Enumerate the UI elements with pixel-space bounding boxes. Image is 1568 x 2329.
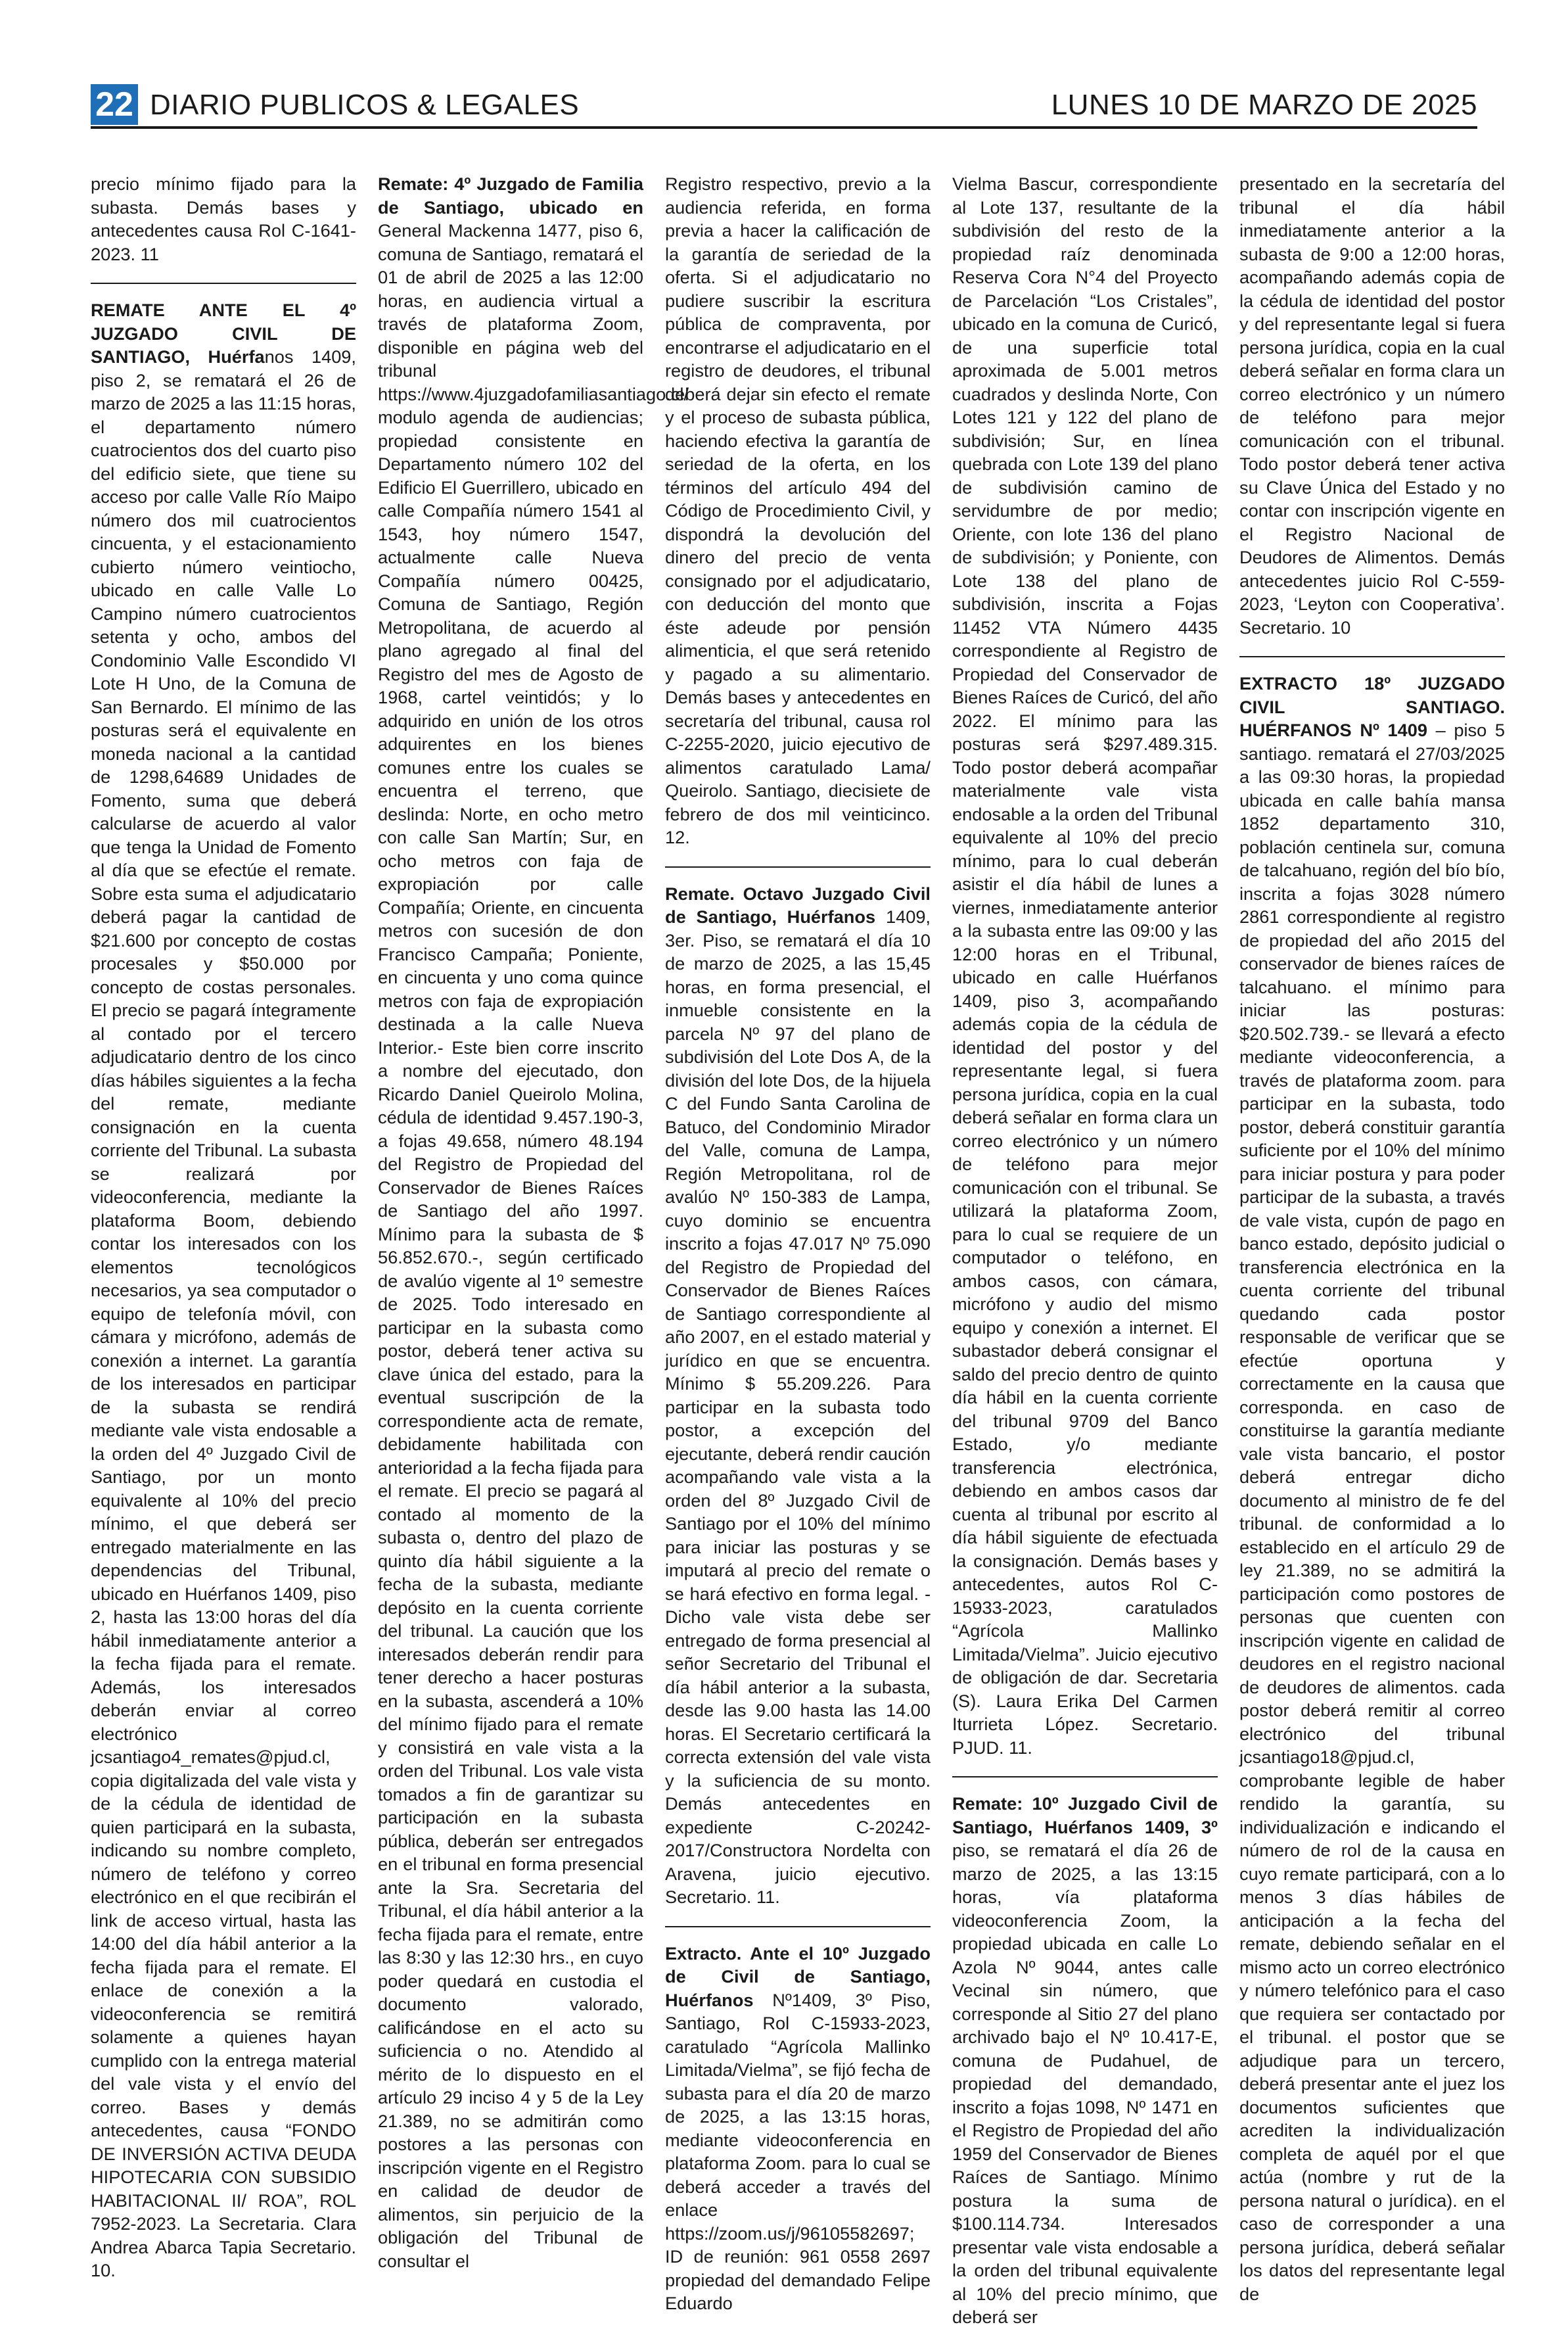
notice-body: General Mackenna 1477, piso 6, comuna de Santiago, rematará el 01 de abril de 2025 a las 12:00 horas, en audiencia virtual a través de plataforma Zoom, disponible en página web del tribunal https://www.4juzgadofamiliasantiago.cl/ modulo agenda de audiencias; propiedad consistente en Departamento número 102 del Edificio El Guerrillero, ubicado en calle Compañía número 1541 al 1543, hoy número 1547, actualmente calle Nueva Compañía número 00425, Comuna de Santiago, Región Metropolitana, de acuerdo al plano agregado al final del Registro del mes de Agosto de 1968, cartel veintidós; y lo adquirido en unión de los otros adquirentes en los bienes comunes entre los cuales se encuentra el terreno, que deslinda: Norte, en ocho metro con calle San Martín; Sur, en ocho metros con faja de expropiación por calle Compañía; Oriente, en cincuenta metros con sucesión de don Francisco Campaña; Poniente, en cincuenta y uno coma quince metros con faja de expropiación destinada a la calle Nueva Interior.- Este bien corre inscrito a nombre del ejecutado, don Ricardo Daniel Queirolo Molina, cédula de identidad 9.457.190-3, a fojas 49.658, número 48.194 del Registro de Propiedad del Conservador de Bienes Raíces de Santiago del año 1997. Mínimo para la subasta de $ 56.852.670.-, según certificado de avalúo vigente al 1º semestre de 2025. Todo interesado en participar en la subasta como postor, deberá tener activa su clave única del estado, para la eventual suscripción de la correspondiente acta de remate, debidamente habilitada con anterioridad a la fecha fijada para el remate. El precio se pagará al contado al momento de la subasta o, dentro del plazo de quinto día hábil siguiente a la fecha de la subasta, mediante depósito en la cuenta corriente del tribunal. La caución que los interesados deberán rendir para tener derecho a hacer posturas en la subasta, ascenderá a 10% del mínimo fijado para el remate y consistirá en vale vista a la orden del Tribunal. Los vale vista tomados a fin de garantizar su participación en la subasta pública, deberán ser entregados en el tribunal en forma presencial ante la Sra. Secretaria del Tribunal, el día hábil anterior a la fecha fijada para el remate, entre las 8:30 y las 12:30 hrs., en cuyo poder quedará en custodia el documento valorado, calificándose en el acto su suficiencia o no. Atendido al mérito de lo dispuesto en el artículo 29 inciso 4 y 5 de la Ley 21.389, no se admitirán como postores a las personas con inscripción vigente en el Registro en calidad de deudor de alimentos, sin perjuicio de la obligación del Tribunal de consultar el xyxy=(378,220,689,2271)
notice-continuation: Vielma Bascur, correspondiente al Lote 137, resultante de la subdivisión del resto de la propiedad raíz denominada Reserva Cora N°4 del Proyecto de Parcelación “Los Cristales”, ubicado en la comuna de Curicó, de una superficie total aproximada de 5.001 metros cuadrados y deslinda Norte, Con Lotes 121 y 122 del plano de subdivisión; Sur, en línea quebrada con Lote 139 del plano de subdivisión camino de servidumbre de por medio; Oriente, con lote 136 del plano de subdivisión; y Poniente, con Lote 138 del plano de subdivisión, inscrita a Fojas 11452 VTA Número 4435 correspondiente al Registro de Propiedad del Conservador de Bienes Raíces de Curicó, del año 2022. El mínimo para las posturas será $297.489.315. Todo postor deberá acompañar materialmente vale vista endosable a la orden del Tribunal equivalente al 10% del precio mínimo, para lo cual deberán asistir el día hábil de lunes a viernes, inmediatamente anterior a la subasta entre las 09:00 y las 12:00 horas en el Tribunal, ubicado en calle Huérfanos 1409, piso 3, acompañando además copia de la cédula de identidad del postor y del representante legal, si fuera persona jurídica, copia en la cual deberá señalar en forma clara un correo electrónico y un número de teléfono para mejor comunicación con el tribunal. Se utilizará la plataforma Zoom, para lo cual se requiere de un computador o teléfono, en ambos casos, con cámara, micrófono y audio del mismo equipo y conexión a internet. El subastador deberá consignar el saldo del precio dentro de quinto día hábil en la cuenta corriente del tribunal 9709 del Banco Estado, y/o mediante transferencia electrónica, debiendo en ambos casos dar cuenta al tribunal por escrito al día hábil siguiente de efectuada la consignación. Demás bases y antecedentes, autos Rol C-15933-2023, caratulados “Agrícola Mallinko Limitada/Vielma”. Juicio ejecutivo de obligación de dar. Secretaria (S). Laura Erika Del Carmen Iturrieta López. Secretario. PJUD. 11. xyxy=(952,174,1218,1758)
notice-divider xyxy=(91,283,356,284)
notice-continuation: presentado en la secretaría del tribunal el día hábil inmediatamente anterior a la subasta de 9:00 a 12:00 horas, acompañando además copia de la cédula de identidad del postor y del representante legal si fuera persona jurídica, copia en la cual deberá señalar en forma clara un correo electrónico y un número de teléfono para mejor comunicación con el tribunal. Todo postor deberá tener activa su Clave Única del Estado y no contar con inscripción vigente en el Registro Nacional de Deudores de Alimentos. Demás antecedentes juicio Rol C-559-2023, ‘Leyton con Cooperativa’. Secretario. 10 xyxy=(1239,174,1505,638)
notice xyxy=(952,1792,1218,2329)
notice-divider xyxy=(665,1926,931,1927)
notice xyxy=(665,882,931,1909)
notice-heading: EXTRACTO 18º JUZGADO CIVIL SANTIAGO. HUÉRFANOS Nº 1409 xyxy=(1239,673,1505,740)
column-3 xyxy=(665,172,931,2313)
notice-continuation: Registro respectivo, previo a la audiencia referida, en forma previa a hacer la calificación de la garantía de seriedad de la oferta. Si el adjudicatario no pudiere suscribir la escritura pública de compraventa, por encontrarse el adjudicatario en el registro de deudores, el tribunal deberá dejar sin efecto el remate y el proceso de subasta pública, haciendo efectiva la garantía de seriedad de la oferta, en los términos del artículo 494 del Código de Procedimiento Civil, y dispondrá la devolución del dinero del precio de venta consignado por el adjudicatario, con deducción del monto que éste adeude por pensión alimenticia, el que será retenido y pagado a su alimentario. Demás bases y antecedentes en secretaría del tribunal, causa rol C-2255-2020, juicio ejecutivo de alimentos caratulado Lama/ Queirolo. Santiago, diecisiete de febrero de dos mil veinticinco. 12. xyxy=(665,174,931,847)
notice-body: 1409, 3er. Piso, se rematará el día 10 de marzo de 2025, a las 15,45 horas, en forma presencial, el inmueble consistente en la parcela Nº 97 del plano de subdivisión del Lote Dos A, de la división del lote Dos, de la hijuela C del Fundo Santa Carolina de Batuco, del Condominio Mirador del Valle, comuna de Lampa, Región Metropolitana, rol de avalúo Nº 150-383 de Lampa, cuyo dominio se encuentra inscrito a fojas 47.017 Nº 75.090 del Registro de Propiedad del Conservador de Bienes Raíces de Santiago correspondiente al año 2007, en el estado material y jurídico en que se encuentra. Mínimo $ 55.209.226. Para participar en la subasta todo postor, a excepción del ejecutante, deberá rendir caución acompañando vale vista a la orden del 8º Juzgado Civil de Santiago por el 10% del mínimo para iniciar las posturas y se imputará al precio del remate o se hará efectivo en forma legal. - Dicho vale vista debe ser entregado de forma presencial al señor Secretario del Tribunal el día hábil anterior a la subasta, desde las 9.00 hasta las 14.00 horas. El Secretario certificará la correcta extensión del vale vista y la suficiencia de su monto. Demás antecedentes en expediente C-20242-2017/Constructora Nordelta con Aravena, juicio ejecutivo. Secretario. 11. xyxy=(665,906,931,1907)
column-2 xyxy=(378,172,689,2271)
notice-heading: REMATE ANTE EL 4º JUZGADO CIVIL DE SANTIAGO, Huérfa xyxy=(91,300,356,367)
section-title: DIARIO PUBLICOS & LEGALES xyxy=(150,89,580,121)
column-1 xyxy=(91,172,356,2280)
column-5 xyxy=(1239,172,1506,2304)
notice-heading: Remate: 4º Juzgado de Familia de Santiago, ubicado en xyxy=(378,174,643,218)
notice-divider xyxy=(952,1776,1218,1777)
notice-heading: Remate. Octavo Juzgado Civil de Santiago, Huérfanos xyxy=(665,883,931,927)
notice xyxy=(91,298,356,2282)
page-header xyxy=(91,84,1477,125)
notice-continuation: precio mínimo fijado para la subasta. Demás bases y antecedentes causa Rol C-1641-2023. 11 xyxy=(91,174,356,264)
issue-date: LUNES 10 DE MARZO DE 2025 xyxy=(1051,89,1477,121)
notice xyxy=(378,172,689,2272)
notice xyxy=(1239,672,1505,2305)
column-4 xyxy=(952,172,1218,2327)
header-rule xyxy=(91,126,1477,129)
notice-divider xyxy=(1239,656,1505,657)
notice xyxy=(665,1942,931,2315)
notice-heading: Remate: 10º Juzgado Civil de Santiago, Huérfanos 1409, 3º xyxy=(952,1793,1218,1837)
notice-body: piso, se rematará el día 26 de marzo de 2025, a las 13:15 horas, vía plataforma videoconferencia Zoom, la propiedad ubicada en calle Lo Azola Nº 9044, antes calle Vecinal sin número, que corresponde al Sitio 27 del plano archivado bajo el Nº 10.417-E, comuna de Pudahuel, de propiedad del demandado, inscrito a fojas 1098, Nº 1471 en el Registro de Propiedad del año 1959 del Conservador de Bienes Raíces de Santiago. Mínimo postura la suma de $100.114.734. Interesados presentar vale vista endosable a la orden del tribunal equivalente al 10% del precio mínimo, que deberá ser xyxy=(952,1840,1218,2327)
notice-body: Nº1409, 3º Piso, Santiago, Rol C-15933-2023, caratulado “Agrícola Mallinko Limitada/Vielma”, se fijó fecha de subasta para el día 20 de marzo de 2025, a las 13:15 horas, mediante videoconferencia en plataforma Zoom. para lo cual se deberá acceder a través del enlace https://zoom.us/j/96105582697; ID de reunión: 961 0558 2697 propiedad del demandado Felipe Eduardo xyxy=(665,1989,931,2313)
notice-heading: Extracto. Ante el 10º Juzgado de Civil de Santiago, Huérfanos xyxy=(665,1942,931,2010)
notice-divider xyxy=(665,866,931,868)
notice-body: nos 1409, piso 2, se rematará el 26 de marzo de 2025 a las 11:15 horas, el departamento número cuatrocientos dos del cuarto piso del edificio siete, que tiene su acceso por calle Valle Río Maipo número dos mil cuatrocientos cincuenta, y el estacionamiento cubierto número veintiocho, ubicado en calle Valle Lo Campino número cuatrocientos setenta y ocho, ambos del Condominio Valle Escondido VI Lote H Uno, de la Comuna de San Bernardo. El mínimo de las posturas será el equivalente en moneda nacional a la cantidad de 1298,64689 Unidades de Fomento, suma que deberá calcularse de acuerdo al valor que tenga la Unidad de Fomento al día que se efectúe el remate. Sobre esta suma el adjudicatario deberá pagar la cantidad de $21.600 por concepto de costas procesales y $50.000 por concepto de costas personales. El precio se pagará íntegramente al contado por el tercero adjudicatario dentro de los cinco días hábiles siguientes a la fecha del remate, mediante consignación en la cuenta corriente del Tribunal. La subasta se realizará por videoconferencia, mediante la plataforma Boom, debiendo contar los interesados con los elementos tecnológicos necesarios, ya sea computador o equipo de telefonía móvil, con cámara y micrófono, además de conexión a internet. La garantía de los interesados en participar de la subasta se rendirá mediante vale vista endosable a la orden del 4º Juzgado Civil de Santiago, por un monto equivalente al 10% del precio mínimo, el que deberá ser entregado materialmente en las dependencias del Tribunal, ubicado en Huérfanos 1409, piso 2, hasta las 13:00 horas del día hábil inmediatamente anterior a la fecha fijada para el remate. Además, los interesados deberán enviar al correo electrónico jcsantiago4_remates@pjud.cl, copia digitalizada del vale vista y de la cédula de identidad de quien participará en la subasta, indicando su nombre completo, número de teléfono y correo electrónico en el que recibirán el link de acceso virtual, hasta las 14:00 del día hábil anterior a la fecha fijada para el remate. El enlace de conexión a la videoconferencia se remitirá solamente a quienes hayan cumplido con la entrega material del vale vista y el envío del correo. Bases y demás antecedentes, causa “FONDO DE INVERSIÓN ACTIVA DEUDA HIPOTECARIA CON SUBSIDIO HABITACIONAL II/ ROA”, ROL 7952-2023. La Secretaria. Clara Andrea Abarca Tapia Secretario. 10. xyxy=(91,346,356,2280)
page-number: 22 xyxy=(91,84,138,125)
notice-body: – piso 5 santiago. rematará el 27/03/2025 a las 09:30 horas, la propiedad ubicada en calle bahía mansa 1852 departamento 310, población centinela sur, comuna de talcahuano, región del bío bío, inscrita a fojas 3028 número 2861 correspondiente al registro de propiedad del año 2015 del conservador de bienes raíces de talcahuano. el mínimo para iniciar las posturas: $20.502.739.- se llevará a efecto mediante videoconferencia, a través de plataforma zoom. para participar en la subasta, todo postor, deberá constituir garantía suficiente por el 10% del mínimo para iniciar postura y para poder participar de la subasta, a través de vale vista, cupón de pago en banco estado, depósito judicial o transferencia electrónica en la cuenta corriente del tribunal quedando cada postor responsable de verificar que se efectúe oportuna y correctamente en la causa que corresponda. en caso de constituirse la garantía mediante vale vista bancario, el postor deberá entregar dicho documento al ministro de fe del tribunal. de conformidad a lo establecido en el artículo 29 de ley 21.389, no se admitirá la participación como postores de personas que cuenten con inscripción vigente en calidad de deudores en el registro nacional de deudores de alimentos. cada postor deberá remitir al correo electrónico del tribunal jcsantiago18@pjud.cl, comprobante legible de haber rendido la garantía, su individualización e indicando el número de rol de la causa en cuyo remate participará, con a lo menos 3 días hábiles de anticipación a la fecha del remate, debiendo señalar en el mismo acto un correo electrónico y número telefónico para el caso que requiera ser contactado por el tribunal. el postor que se adjudique para un tercero, deberá presentar ante el juez los documentos suficientes que acrediten la individualización completa de aquél por el que actúa (nombre y rut de la persona natural o jurídica). en el caso de corresponder a una persona jurídica, deberá señalar los datos del representante legal de xyxy=(1239,720,1506,2304)
